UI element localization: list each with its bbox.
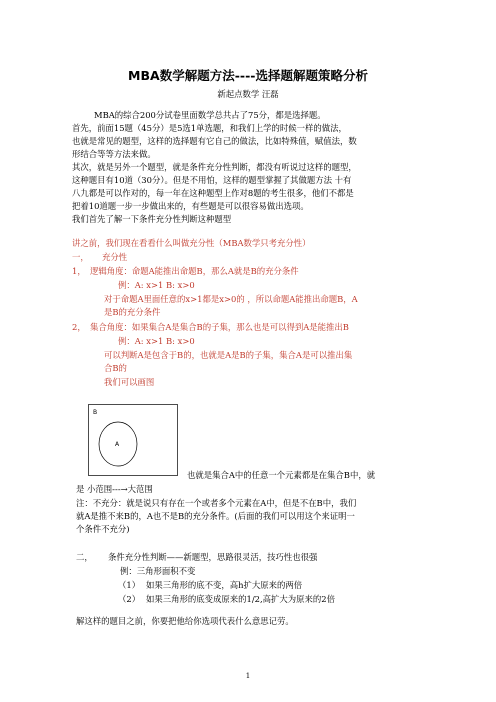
item1-example: 例：A: x>1 B: x>0 — [118, 280, 195, 290]
condition-1: 如果三角形的底不变，高h扩大原来的两倍 — [146, 580, 303, 590]
intro-line-3: 也就是常见的题型，这样的选择题有它自己的做法，比如特殊值，赋值法，数 — [72, 136, 357, 146]
section2-heading-num: 二， — [76, 552, 93, 562]
set-b-box — [89, 405, 178, 476]
intro-line-4: 形结合等等方法来做。 — [72, 149, 156, 159]
item2-explain-1: 可以判断A是包含于B的，也就是A是B的子集，集合A是可以推出集 — [104, 350, 353, 360]
item1-num: 1， — [72, 266, 86, 276]
note-line-3: 个条件不充分) — [76, 524, 130, 534]
intro-line-9: 我们首先了解一下条件充分性判断这种题型 — [72, 214, 232, 224]
item2-example: 例：A: x>1 B: x>0 — [118, 336, 195, 346]
section2-heading: 条件充分性判断——新题型，思路很灵活，技巧性也很强 — [108, 552, 318, 562]
set-a-label: A — [115, 441, 120, 448]
item2-explain-2: 合B的 — [104, 363, 127, 373]
condition-1-num: （1） — [118, 580, 141, 590]
note-line-1: 注：不充分：就是说只有存在一个或者多个元素在A中，但是不在B中，我们 — [76, 498, 357, 508]
intro-line-6: 这种题目有10道（30分）。但是不用怕，这样的题型掌握了其做题方法 十有 — [72, 175, 352, 185]
item1-explain-1: 对于命题A里面任意的x>1都是x>0的 ，所以命题A能推出命题B，A — [104, 294, 358, 304]
closing-line: 解这样的题目之前，你要把他给你选项代表什么意思记劳。 — [76, 616, 294, 626]
item2-text: 集合角度：如果集合A是集合B的子集，那么也是可以得到A是能推出B — [90, 322, 349, 332]
item1-explain-2: 是B的充分条件 — [104, 307, 161, 317]
after-venn-line-1: 也就是集合A中的任意一个元素都是在集合B中，就 — [187, 470, 376, 480]
author-line: 新起点数学 汪磊 — [217, 89, 279, 99]
page-number: 1 — [245, 672, 251, 680]
document-title: MBA数学解题方法----选择题解题策略分析 — [128, 68, 368, 83]
condition-2: 如果三角形的底变成原来的1/2,高扩大为原来的2倍 — [146, 594, 335, 604]
item1-text: 逻辑角度：命题A能推出命题B，那么A就是B的充分条件 — [90, 266, 299, 276]
note-line-2: 就A是推不来B的，A也不是B的充分条件。(后面的我们可以用这个来证明一 — [76, 511, 355, 521]
section1-heading: 充分性 — [102, 252, 128, 262]
condition-2-num: （2） — [118, 594, 141, 604]
venn-diagram — [88, 404, 178, 476]
section1-lead: 讲之前，我们现在看看什么叫做充分性（MBA数学只考充分性） — [72, 238, 311, 248]
item2-draw: 我们可以画图 — [104, 377, 155, 387]
intro-line-7: 八九都是可以作对的，每一年在这种题型上作对8题的考生很多，他们不都是 — [72, 188, 354, 198]
item2-num: 2， — [72, 322, 86, 332]
set-b-label: B — [93, 409, 98, 416]
intro-line-2: 首先，前面15题（45分）是5选1单选题，和我们上学的时候一样的做法， — [72, 123, 347, 133]
section2-example: 例：三角形面积不变 — [120, 566, 196, 576]
section1-heading-num: 一， — [72, 252, 89, 262]
intro-line-5: 其次，就是另外一个题型，就是条件充分性判断，都没有听说过这样的题型， — [72, 162, 357, 172]
intro-line-8: 把着10道题一步一步做出来的，有些题是可以很容易做出选项。 — [72, 201, 309, 211]
intro-line-1: MBA的综合200分试卷里面数学总共占了75分，都是选择题。 — [94, 110, 326, 120]
after-venn-line-2: 是 小范围---→大范围 — [76, 484, 153, 494]
